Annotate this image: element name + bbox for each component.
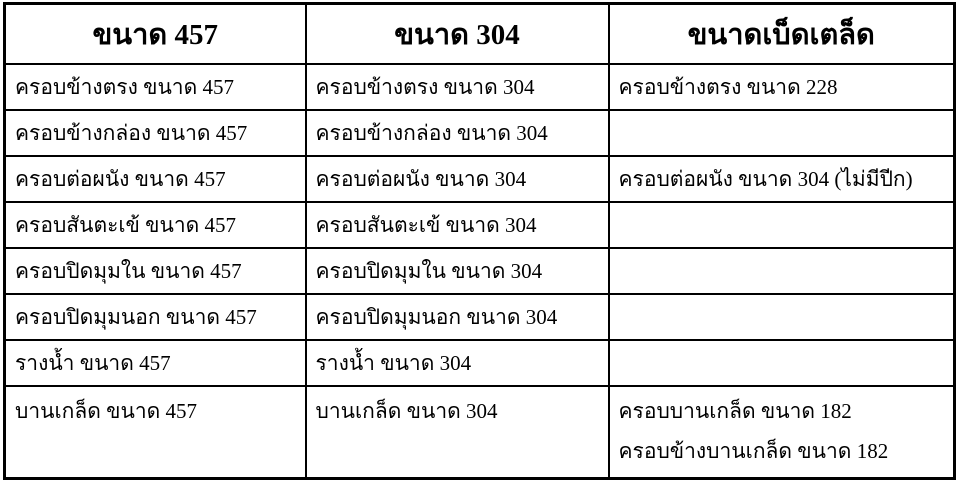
table-cell-empty xyxy=(609,248,955,294)
table-cell xyxy=(306,110,609,156)
cell-text: รางน้ำ ขนาด 457 xyxy=(15,351,171,375)
product-size-table xyxy=(3,2,956,480)
table-cell-empty xyxy=(609,202,955,248)
cell-text: ครอบบานเกล็ด ขนาด 182 xyxy=(618,399,852,423)
cell-text: ครอบสันตะเข้ ขนาด 457 xyxy=(15,213,237,237)
cell-text: ครอบปิดมุมนอก ขนาด 304 xyxy=(315,305,558,329)
cell-text: ครอบข้างตรง ขนาด 228 xyxy=(618,75,838,99)
table-cell xyxy=(306,340,609,386)
table-cell xyxy=(5,294,306,340)
table-row xyxy=(5,202,955,248)
cell-text: ครอบข้างกล่อง ขนาด 304 xyxy=(315,121,548,145)
cell-text: ครอบต่อผนัง ขนาด 457 xyxy=(15,167,226,191)
table-cell xyxy=(5,248,306,294)
table-cell-empty xyxy=(609,110,955,156)
cell-text: รางน้ำ ขนาด 304 xyxy=(315,351,472,375)
cell-text: ครอบต่อผนัง ขนาด 304 (ไม่มีปีก) xyxy=(618,167,913,191)
table-row xyxy=(5,294,955,340)
table-cell xyxy=(5,202,306,248)
table-header-row xyxy=(5,4,955,65)
cell-text: ครอบข้างตรง ขนาด 304 xyxy=(315,75,535,99)
cell-text: ครอบต่อผนัง ขนาด 304 xyxy=(315,167,527,191)
cell-text: บานเกล็ด ขนาด 457 xyxy=(15,399,198,423)
header-size-304: ขนาด 304 xyxy=(306,4,609,65)
table-row xyxy=(5,110,955,156)
table-cell xyxy=(609,64,955,110)
table-row xyxy=(5,386,955,479)
cell-text: ครอบปิดมุมใน ขนาด 457 xyxy=(15,259,242,283)
cell-text: ครอบปิดมุมนอก ขนาด 457 xyxy=(15,305,257,329)
cell-text: ครอบข้างตรง ขนาด 457 xyxy=(15,75,234,99)
table-row xyxy=(5,156,955,202)
header-size-misc: ขนาดเบ็ดเตล็ด xyxy=(609,4,955,65)
table-row xyxy=(5,64,955,110)
table-cell xyxy=(306,156,609,202)
table-cell xyxy=(306,248,609,294)
table-cell xyxy=(306,202,609,248)
cell-text: ครอบข้างบานเกล็ด ขนาด 182 xyxy=(618,439,889,463)
table-cell-empty xyxy=(609,294,955,340)
table-cell xyxy=(306,64,609,110)
table-cell xyxy=(609,386,955,479)
table-cell xyxy=(306,386,609,479)
table-cell xyxy=(5,110,306,156)
table-cell xyxy=(609,156,955,202)
table-cell xyxy=(5,386,306,479)
cell-text: ครอบปิดมุมใน ขนาด 304 xyxy=(315,259,543,283)
cell-text: ครอบข้างกล่อง ขนาด 457 xyxy=(15,121,248,145)
table-cell-empty xyxy=(609,340,955,386)
table-row xyxy=(5,248,955,294)
table-row xyxy=(5,340,955,386)
header-size-457: ขนาด 457 xyxy=(5,4,306,65)
cell-text: บานเกล็ด ขนาด 304 xyxy=(315,399,498,423)
table-cell xyxy=(5,64,306,110)
cell-text: ครอบสันตะเข้ ขนาด 304 xyxy=(315,213,537,237)
table-cell xyxy=(306,294,609,340)
table-cell xyxy=(5,340,306,386)
table-cell xyxy=(5,156,306,202)
